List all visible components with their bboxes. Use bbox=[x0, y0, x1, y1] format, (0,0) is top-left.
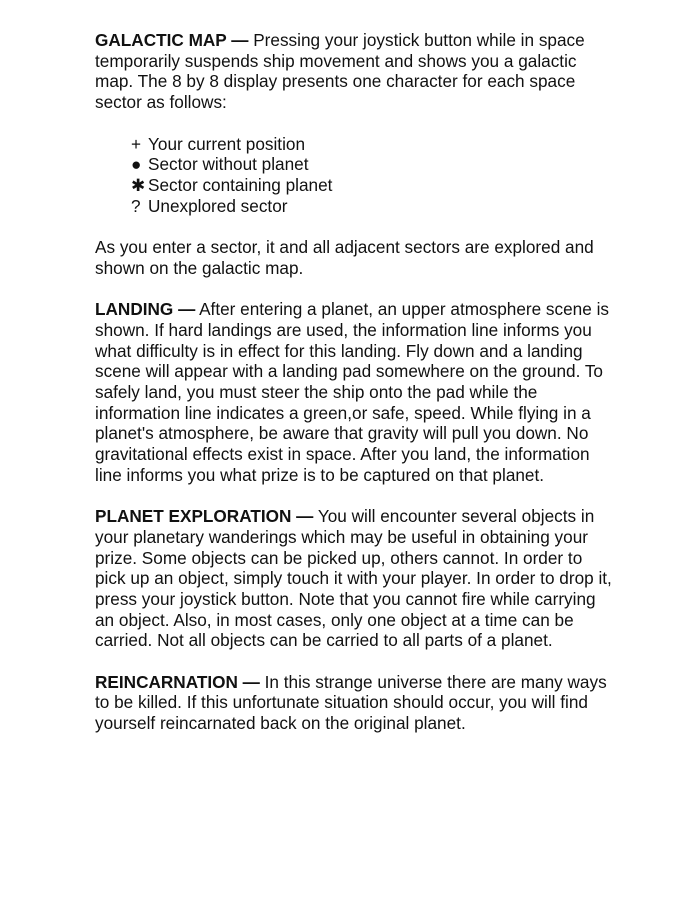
reincarnation-heading: REINCARNATION — bbox=[95, 671, 260, 692]
planet-exploration-heading: PLANET EXPLORATION — bbox=[95, 506, 314, 527]
question-mark-icon: ? bbox=[131, 195, 141, 216]
asterisk-icon: ✱ bbox=[131, 174, 146, 195]
landing-heading: LANDING — bbox=[95, 299, 196, 320]
landing-section bbox=[95, 299, 615, 485]
map-symbol-legend bbox=[95, 134, 615, 217]
legend-label: Unexplored sector bbox=[148, 195, 288, 216]
legend-item-planet bbox=[131, 175, 615, 196]
legend-item-no-planet bbox=[131, 154, 615, 175]
legend-label: Your current position bbox=[148, 133, 306, 154]
legend-item-unexplored bbox=[131, 196, 615, 217]
landing-body: After entering a planet, an upper atmosphere scene is shown. If hard landings are used, the information line informs you what difficulty is in effect for this landing. Fly down and a landing scene will appear with a landing pad somewhere on the ground. To safely land, you must steer the ship onto the pad while the information line indicates a green,or safe, speed. While flying in a planet's atmosphere, be aware that gravity will pull you down. No gravitational effects exist in space. After you land, the information line informs you what prize is to be captured on that planet. bbox=[95, 299, 609, 485]
legend-label: Sector without planet bbox=[148, 154, 309, 175]
planet-exploration-body: You will encounter several objects in your planetary wanderings which may be useful in obtaining your prize. Some objects can be picked up, others cannot. In order to pick up an object, simply touch it with your player. In order to drop it, press your joystick button. Note that you cannot fire while carrying an object. Also, in most cases, only one object at a time can be carried. Not all objects can be carried to all parts of a planet. bbox=[95, 506, 612, 651]
galactic-map-followup: As you enter a sector, it and all adjacent sectors are explored and shown on the galactic map. bbox=[95, 237, 594, 278]
reincarnation-body: In this strange universe there are many ways to be killed. If this unfortunate situation should occur, you will find yourself reincarnated back on the original planet. bbox=[95, 671, 607, 734]
reincarnation-section bbox=[95, 672, 615, 734]
planet-exploration-section bbox=[95, 506, 615, 651]
dot-icon: ● bbox=[131, 154, 142, 175]
galactic-map-body: Pressing your joystick button while in space temporarily suspends ship movement and shows you a galactic map. The 8 by 8 display presents one character for each space sector as follows: bbox=[95, 30, 585, 113]
galactic-map-section bbox=[95, 30, 615, 113]
legend-label: Sector containing planet bbox=[148, 174, 333, 195]
galactic-map-heading: GALACTIC MAP — bbox=[95, 30, 249, 50]
manual-page bbox=[95, 30, 615, 755]
legend-item-current-position bbox=[131, 134, 615, 155]
plus-icon: + bbox=[131, 133, 142, 154]
